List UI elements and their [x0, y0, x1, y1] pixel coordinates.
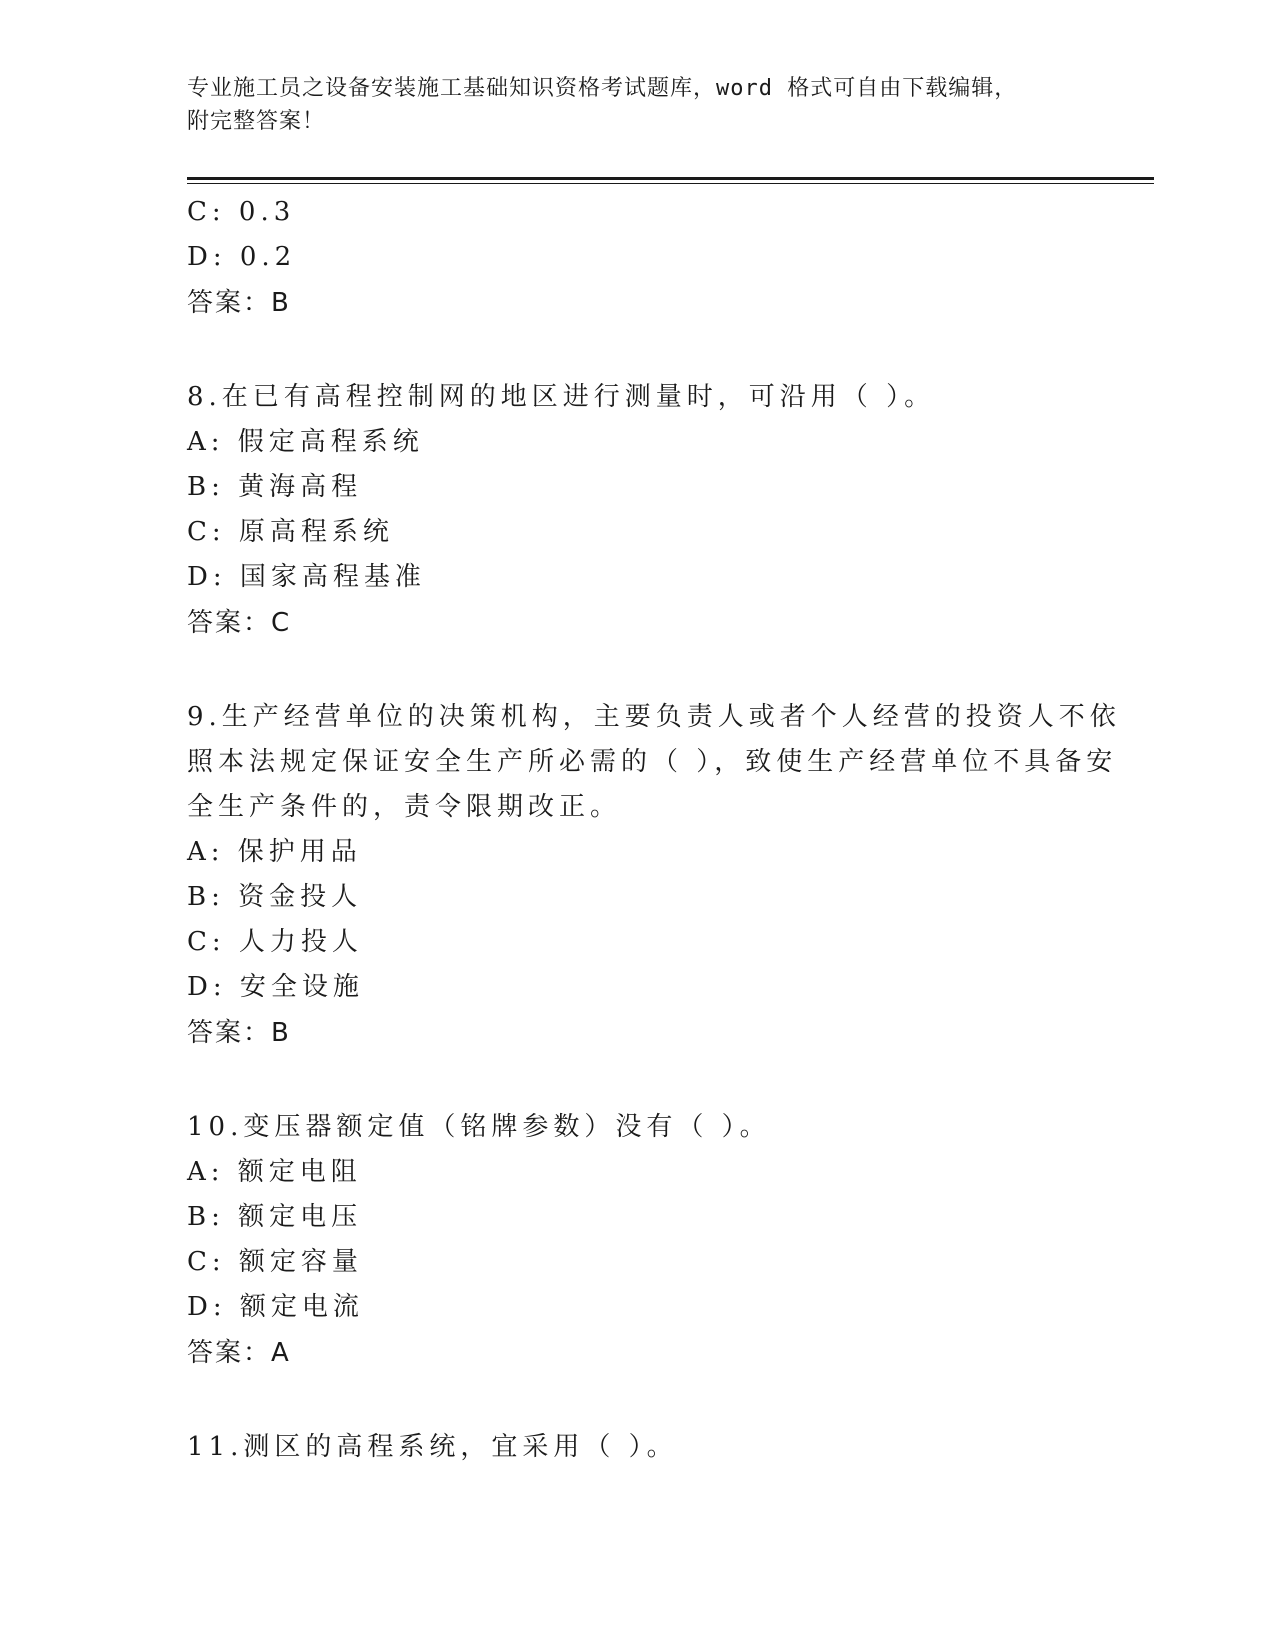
option-a: A: 假定高程系统 [187, 427, 424, 457]
option-b: B: 资金投人 [187, 882, 363, 912]
question-stem: 10.变压器额定值（铭牌参数）没有（ ）。 [187, 1112, 771, 1142]
question-content [187, 190, 1121, 1470]
option-b: B: 额定电压 [187, 1202, 363, 1232]
header-rule-thin [187, 183, 1154, 184]
answer-line: 答案：B [187, 288, 291, 318]
question-stem: 11.测区的高程系统，宜采用（ ）。 [187, 1432, 678, 1462]
option-d: D: 安全设施 [187, 972, 364, 1002]
answer-line: 答案：B [187, 1018, 291, 1048]
option-d: D: 额定电流 [187, 1292, 364, 1322]
header-title-line-2: 附完整答案！ [187, 109, 326, 134]
option-a: A: 保护用品 [187, 837, 362, 867]
question-11 [187, 1425, 1087, 1470]
option-d: D: 国家高程基准 [187, 562, 426, 592]
question-9 [187, 695, 1121, 1057]
header-rule-thick [187, 177, 1154, 180]
question-10 [187, 1105, 1087, 1377]
question-stem: 8.在已有高程控制网的地区进行测量时，可沿用（ ）。 [187, 382, 936, 412]
partial-question [187, 190, 1087, 327]
document-header [187, 72, 1087, 138]
question-stem-line-2: 照本法规定保证安全生产所必需的（ ），致使生产经营单位不具备安 [187, 747, 1118, 777]
option-c: C: 额定容量 [187, 1247, 363, 1277]
option-a: A: 额定电阻 [187, 1157, 362, 1187]
option-d: D: 0.2 [187, 242, 297, 272]
option-b: B: 黄海高程 [187, 472, 363, 502]
question-stem-line-3: 全生产条件的，责令限期改正。 [187, 792, 622, 822]
question-8 [187, 375, 1087, 647]
answer-line: 答案：C [187, 608, 292, 638]
answer-line: 答案：A [187, 1338, 291, 1368]
question-stem-line-1: 9.生产经营单位的决策机构，主要负责人或者个人经营的投资人不依 [187, 702, 1121, 732]
option-c: C: 人力投人 [187, 927, 363, 957]
header-title-line-1: 专业施工员之设备安装施工基础知识资格考试题库，word 格式可自由下载编辑， [187, 76, 1018, 101]
option-c: C: 原高程系统 [187, 517, 394, 547]
option-c: C: 0.3 [187, 197, 296, 227]
